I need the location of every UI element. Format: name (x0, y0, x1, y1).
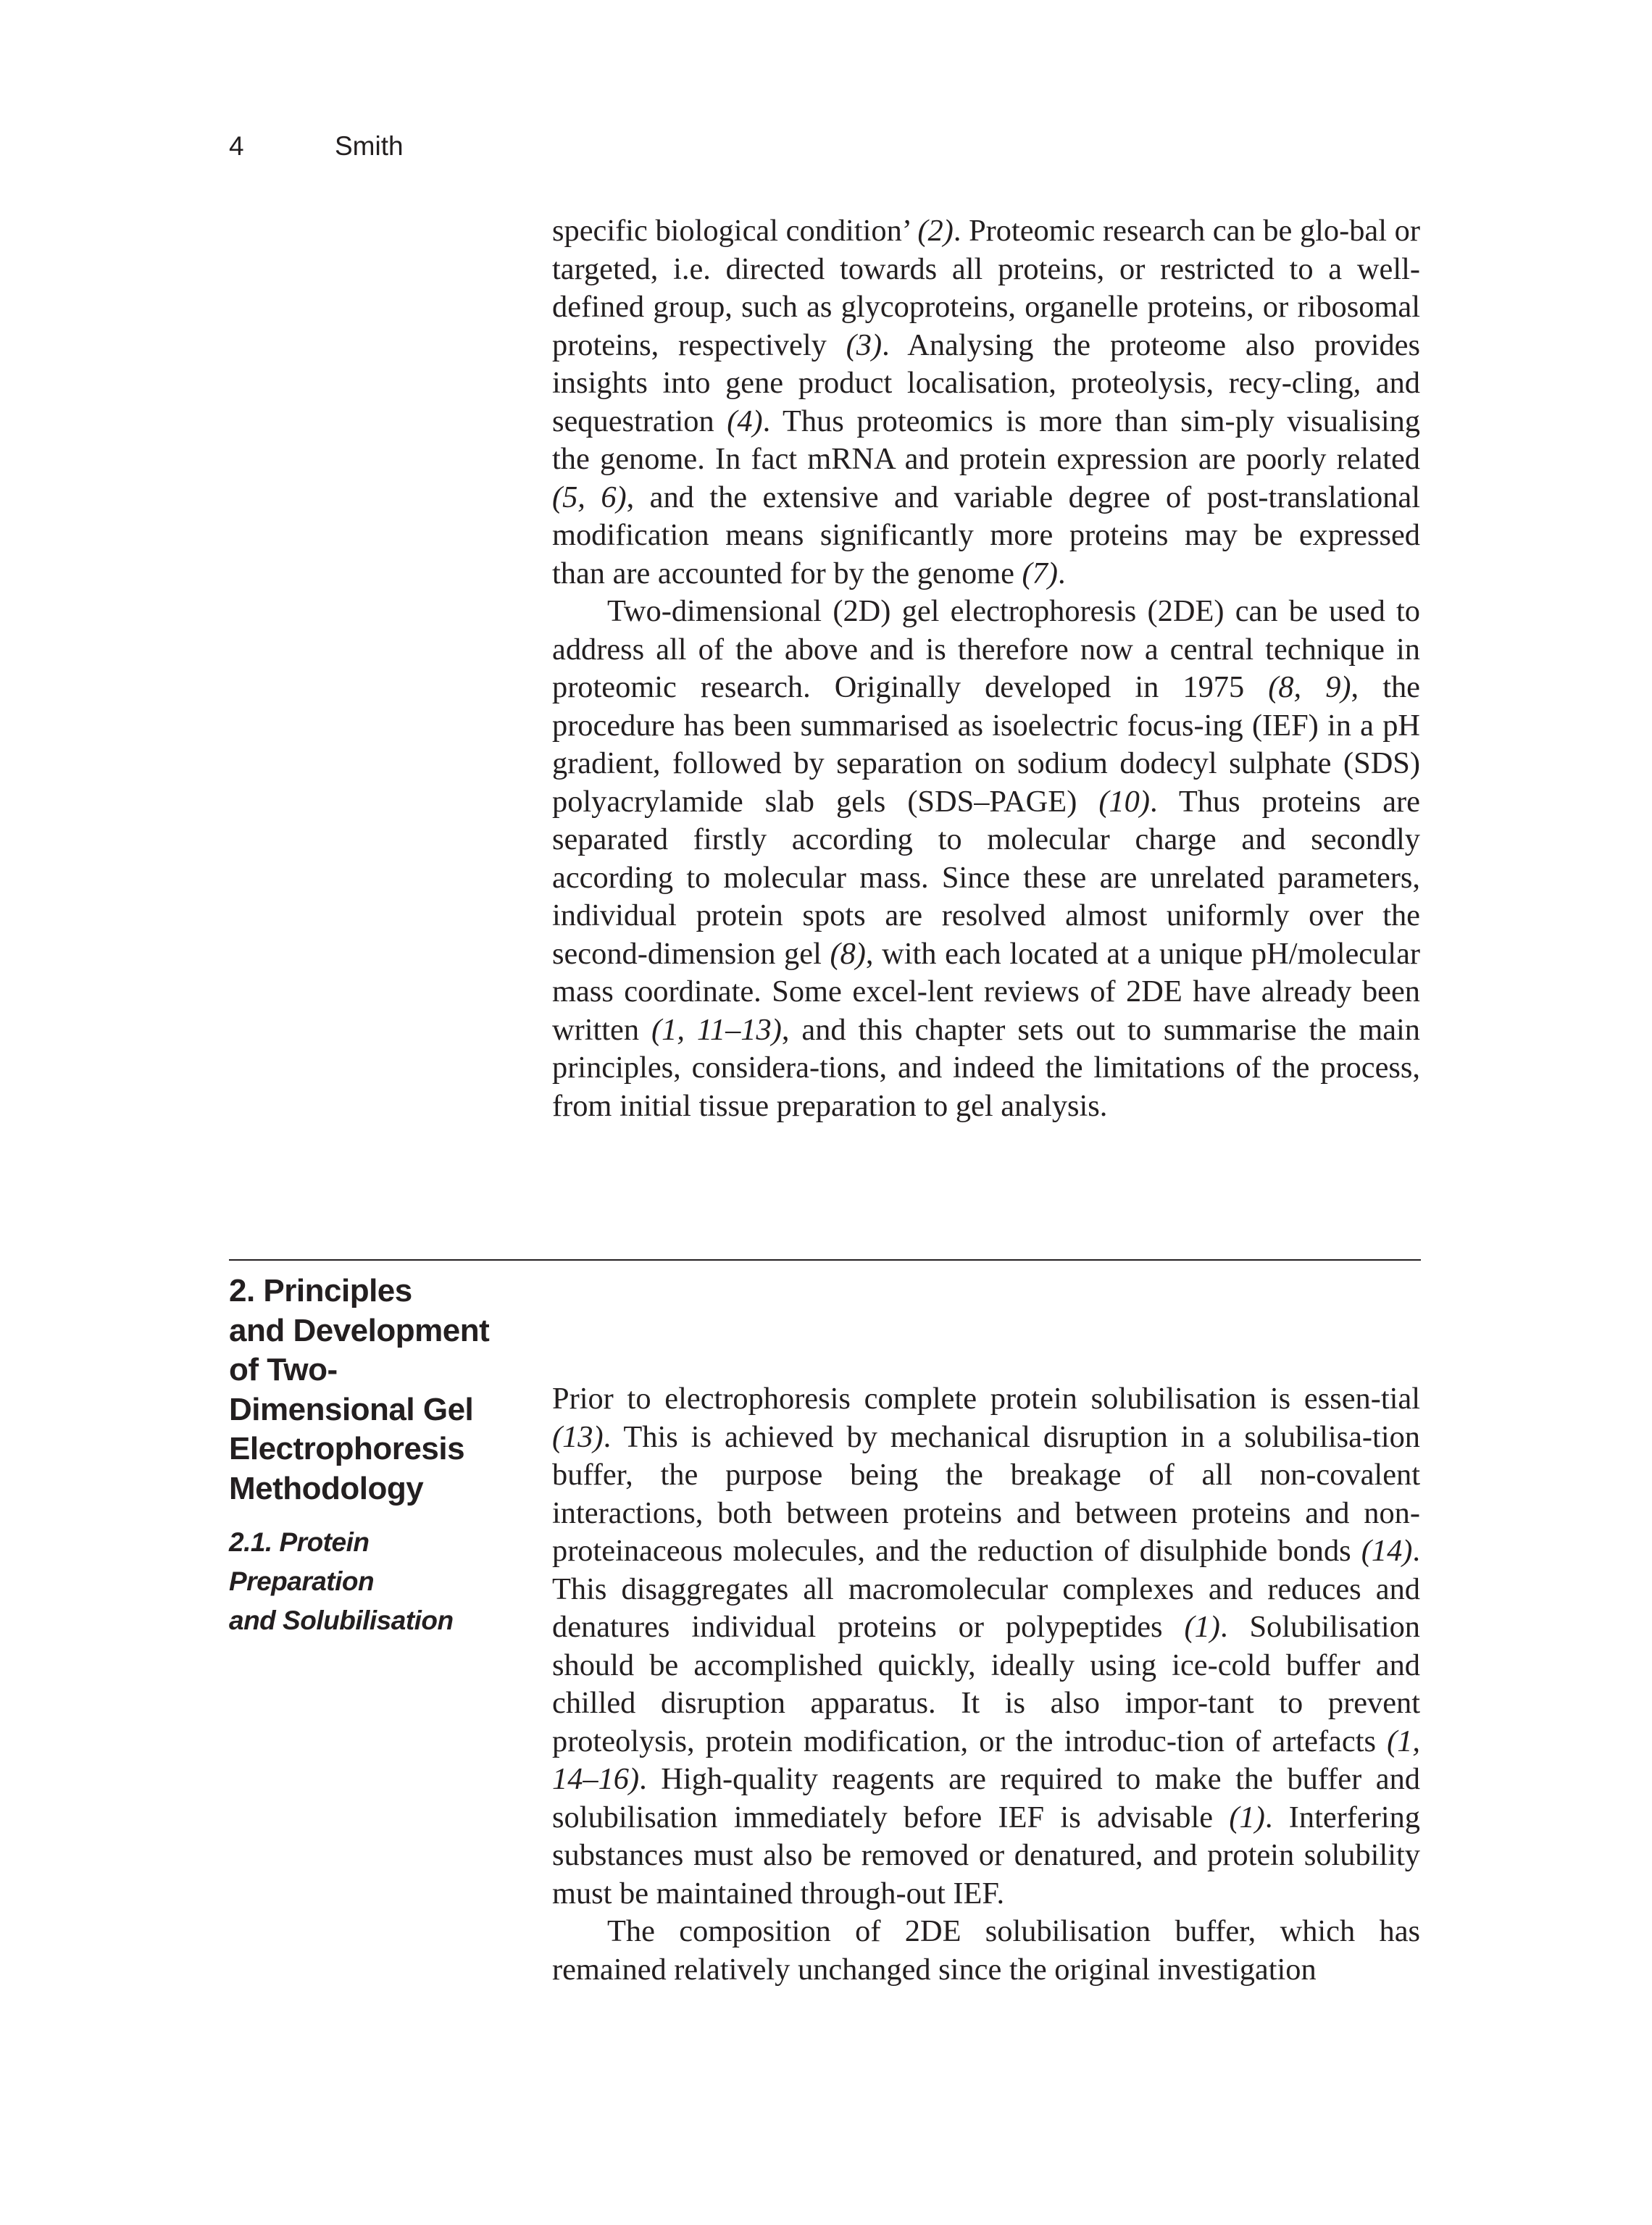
section-text (552, 1380, 1420, 1989)
running-head-author: Smith (335, 131, 404, 161)
citation: (10) (1098, 784, 1150, 819)
citation: (13) (552, 1419, 604, 1454)
section-paragraph-1: Prior to electrophoresis complete protein solubilisation is essen-tial (13). This is achieved by mechanical disruption in a solubilisa-tion buffer, the purpose being the breakage of all non-covalent interactions, both between proteins and between proteins and non-proteinaceous molecules, and the reduction of disulphide bonds (14). This disaggregates all macromolecular complexes and reduces and denatures individual proteins or polypeptides (1). Solubilisation should be accomplished quickly, ideally using ice-cold buffer and chilled disruption apparatus. It is also impor-tant to prevent proteolysis, protein modification, or the introduc-tion of artefacts (1, 14–16). High-quality reagents are required to make the buffer and solubilisation immediately before IEF is advisable (1). Interfering substances must also be removed or denatured, and protein solubility must be maintained through-out IEF. (552, 1382, 1421, 1911)
intro-paragraph-2: Two-dimensional (2D) gel electrophoresis (2DE) can be used to address all of the above and is therefore now a central technique in proteomic research. Originally developed in 1975 (8, 9), the procedure has been summarised as isoelectric focus-ing (IEF) in a pH gradient, followed by separation on sodium dodecyl sulphate (SDS) polyacrylamide slab gels (SDS–PAGE) (10). Thus proteins are separated firstly according to molecular charge and secondly according to molecular mass. Since these are unrelated parameters, individual protein spots are resolved almost uniformly over the second-dimension gel (8), with each located at a unique pH/molecular mass coordinate. Some excel-lent reviews of 2DE have already been written (1, 11–13), and this chapter sets out to summarise the main principles, considera-tions, and indeed the limitations of the process, from initial tissue preparation to gel analysis. (552, 594, 1421, 1123)
intro-text (552, 212, 1420, 1125)
citation: (8, 9) (1268, 670, 1351, 704)
running-head (229, 130, 404, 162)
citation: (5, 6) (552, 480, 627, 514)
heading-line: of Two- (229, 1352, 338, 1387)
heading-line: Preparation (229, 1566, 375, 1596)
citation: (3) (846, 327, 883, 362)
intro-paragraph-1: specific biological condition’ (2). Proteomic research can be glo-bal or targeted, i.e. directed towards all proteins, or restricted to a well-defined group, such as glycoproteins, organelle proteins, or ribosomal proteins, respectively (3). Analysing the proteome also provides insights into gene product localisation, proteolysis, recy-cling, and sequestration (4). Thus proteomics is more than sim-ply visualising the genome. In fact mRNA and protein expression are poorly related (5, 6), and the extensive and variable degree of post-translational modification means significantly more proteins may be expressed than are accounted for by the genome (7). (552, 214, 1420, 590)
heading-line: and Development (229, 1312, 490, 1348)
citation: (7) (1022, 556, 1058, 590)
citation: (14) (1361, 1534, 1413, 1568)
citation: (1) (1184, 1610, 1220, 1644)
citation: (8) (830, 936, 866, 971)
heading-line: Methodology (229, 1470, 424, 1506)
citation: (1, 14–16) (552, 1724, 1420, 1796)
heading-line: 2.1. Protein (229, 1527, 370, 1557)
subsection-heading (229, 1523, 519, 1640)
citation: (1, 11–13) (651, 1012, 782, 1047)
page-number: 4 (229, 131, 244, 161)
citation: (2) (917, 214, 954, 248)
heading-line: Electrophoresis (229, 1431, 465, 1466)
heading-line: 2. Principles (229, 1273, 412, 1308)
citation: (1) (1229, 1800, 1265, 1834)
citation: (4) (727, 404, 763, 438)
section-heading (229, 1272, 519, 1508)
heading-line: Dimensional Gel (229, 1391, 474, 1427)
section-divider (229, 1259, 1421, 1261)
section-paragraph-2: The composition of 2DE solubilisation buffer, which has remained relatively unchanged since the original investigation (552, 1914, 1420, 1987)
heading-line: and Solubilisation (229, 1606, 454, 1635)
